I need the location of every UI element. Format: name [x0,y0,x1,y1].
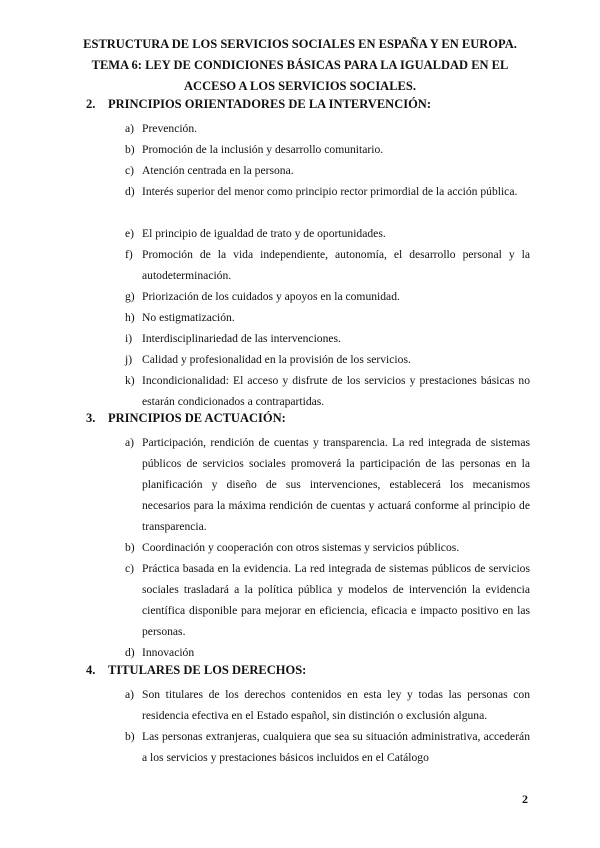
list-item-label: i) [125,332,133,345]
list-item-text: Promoción de la inclusión y desarrollo comunitario. [142,143,384,156]
section-heading [86,411,286,426]
list-item [118,370,530,412]
list-item-text: Coordinación y cooperación con otros sistemas y servicios públicos. [142,541,460,554]
list-item-label: a) [125,436,135,449]
list-item [118,684,530,726]
list-item-text: Interés superior del menor como principio rector primordial de la acción pública. [142,185,518,198]
list-item [118,726,530,768]
list-item-text: Priorización de los cuidados y apoyos en la comunidad. [142,290,400,303]
list-item-text: Promoción de la vida independiente, autonomía, el desarrollo personal y la autodeterminación. [142,248,530,282]
list-item-text: Innovación [142,646,195,659]
list-item-text: Atención centrada en la persona. [142,164,294,177]
list-item-text: Prevención. [142,122,198,135]
list-item [118,642,530,663]
list-item [118,328,530,349]
list-item-label: a) [125,688,135,701]
list-item-text: Son titulares de los derechos contenidos en esta ley y todas las personas con residencia efectiva en el Estado español, sin distinción o exclusión alguna. [142,688,530,722]
list-item-text: No estigmatización. [142,311,235,324]
page-number: 2 [522,792,528,806]
list-item-label: b) [125,143,135,156]
list-item-text: El principio de igualdad de trato y de oportunidades. [142,227,386,240]
document-title-line-3: ACCESO A LOS SERVICIOS SOCIALES. [184,79,416,93]
list-item-label: c) [125,562,135,575]
document-title-line-2: TEMA 6: LEY DE CONDICIONES BÁSICAS PARA LA IGUALDAD EN EL [91,58,509,72]
list-item [118,349,530,370]
list-item [118,118,530,139]
list-item-label: d) [125,646,135,659]
list-item [118,181,530,202]
document-title-line-1: ESTRUCTURA DE LOS SERVICIOS SOCIALES EN ESPAÑA Y EN EUROPA. [83,37,517,51]
section-heading [86,97,431,112]
list-item [118,223,530,244]
list-item-text: Incondicionalidad: El acceso y disfrute de los servicios y prestaciones básicas no estarán condicionados a contrapartidas. [142,374,530,408]
section-title: PRINCIPIOS ORIENTADORES DE LA INTERVENCIÓN: [108,97,431,111]
list-item [118,139,530,160]
list-item-label: j) [125,353,133,366]
list-item [118,286,530,307]
section-title: TITULARES DE LOS DERECHOS: [108,663,307,677]
list-item-label: e) [125,227,135,240]
list-item [118,244,530,286]
list-item [118,432,530,537]
list-item-label: c) [125,164,135,177]
list-item-label: b) [125,541,135,554]
list-item-text: Participación, rendición de cuentas y transparencia. La red integrada de sistemas públicos de servicios sociales promoverá la participación de las personas en la planificación y diseño de sus intervenciones, establecerá los mecanismos necesarios para la máxima rendición de cuentas y actuará conforme al principio de transparencia. [142,436,530,533]
list-item-label: a) [125,122,135,135]
list-item-label: h) [125,311,135,324]
list-item-label: k) [125,374,135,387]
list-item-text: Las personas extranjeras, cualquiera que sea su situación administrativa, accederán a los servicios y prestaciones básicos incluidos en el Catálogo [142,730,530,764]
section-title: PRINCIPIOS DE ACTUACIÓN: [108,411,286,425]
list-item [118,537,530,558]
section-heading [86,663,306,678]
section-number: 2. [86,97,96,111]
list-item-text: Interdisciplinariedad de las intervenciones. [142,332,341,345]
list-item-text: Práctica basada en la evidencia. La red integrada de sistemas públicos de servicios sociales trasladará a la política pública y modelos de intervención la evidencia científica disponible para mejorar en eficiencia, eficacia e impacto positivo en las personas. [142,562,530,638]
list-item-label: g) [125,290,135,303]
list-item [118,558,530,642]
list-item-label: f) [125,248,133,261]
list-item-label: b) [125,730,135,743]
list-item [118,160,530,181]
list-item-text: Calidad y profesionalidad en la provisión de los servicios. [142,353,411,366]
section-number: 4. [86,663,96,677]
list-item-label: d) [125,185,135,198]
section-number: 3. [86,411,96,425]
list-item [118,307,530,328]
